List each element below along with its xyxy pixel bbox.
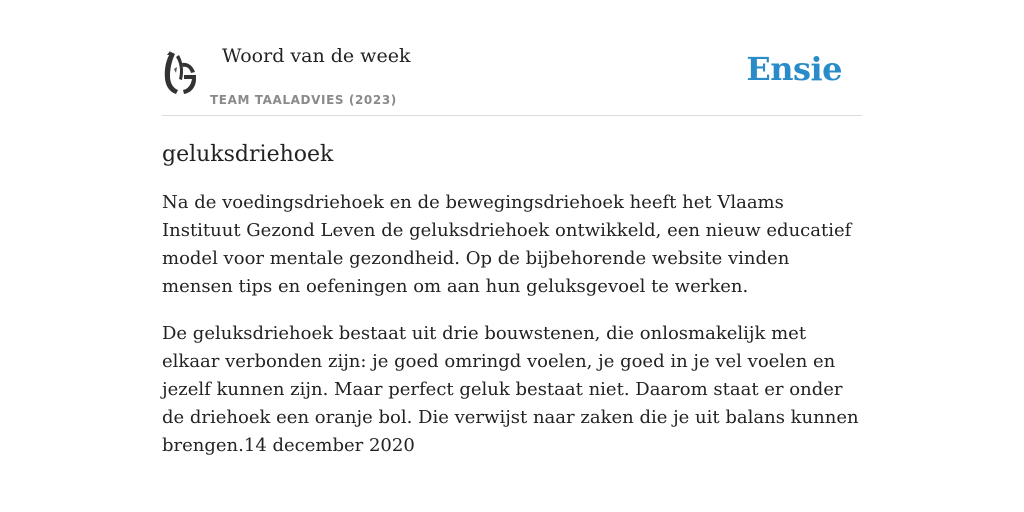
entry-date: 14 december 2020 — [243, 435, 415, 456]
series-title: Woord van de week — [222, 45, 411, 67]
brand-logo-text[interactable]: Ensie — [746, 50, 842, 88]
paragraph-2 — [162, 320, 862, 460]
headword: geluksdriehoek — [162, 142, 334, 167]
entry-header — [162, 40, 862, 116]
entry-card — [162, 40, 862, 460]
flemish-lion-icon — [162, 49, 198, 95]
paragraph-1: Na de voedingsdriehoek en de bewegingsdriehoek heeft het Vlaams Instituut Gezond Leven de geluksdriehoek ontwikkeld, een nieuw educatief model voor mentale gezondheid. Op de bijbehorende website vinden mensen tips en oefeningen om aan hun geluksgevoel te werken. — [162, 192, 852, 297]
paragraph-2-text: De geluksdriehoek bestaat uit drie bouwstenen, die onlosmakelijk met elkaar verbonden zijn: je goed omringd voelen, je goed in je vel voelen en jezelf kunnen zijn. Maar perfect geluk bestaat niet. Daarom staat er onder de driehoek een oranje bol. Die verwijst naar zaken die je uit balans kunnen brengen. — [162, 323, 859, 456]
author-label: TEAM TAALADVIES (2023) — [210, 93, 397, 107]
